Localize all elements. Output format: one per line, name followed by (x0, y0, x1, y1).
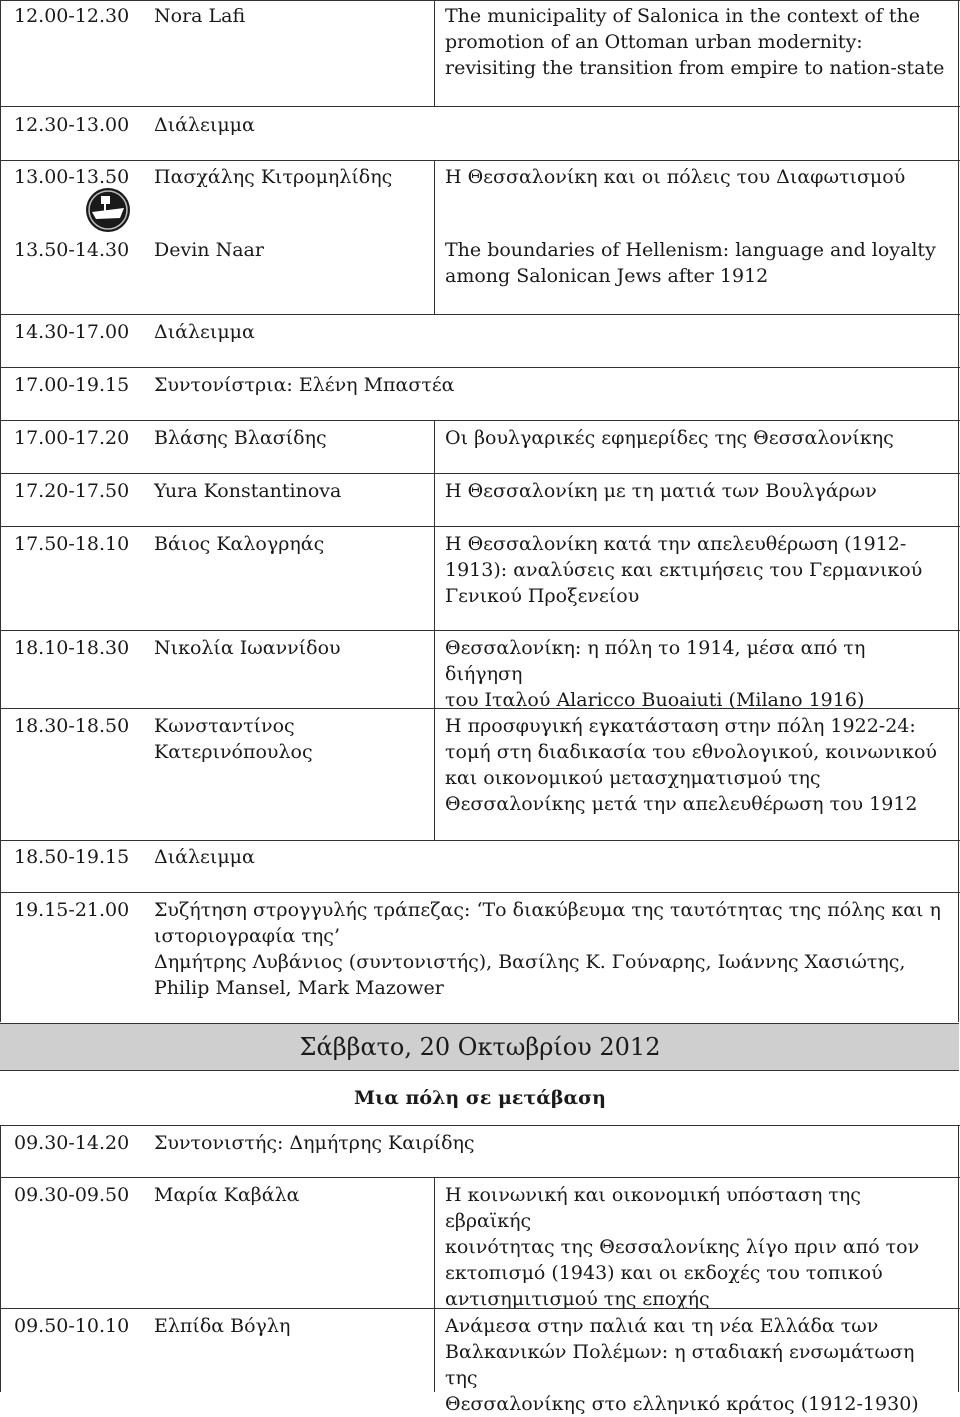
break-label: Διάλειμμα (154, 114, 255, 136)
break-label: Διάλειμμα (154, 321, 255, 343)
session-chair: Συντονιστής: Δημήτρης Καιρίδης (154, 1132, 475, 1154)
talk-title: Η Θεσσαλονίκη κατά την απελευθέρωση (1912- 1913): αναλύσεις και εκτιμήσεις του Γερμανικού Γενικού Προξενείου (445, 533, 923, 607)
table-row (0, 526, 960, 630)
time-slot: 12.00-12.30 (14, 5, 130, 27)
speaker-name: Πασχάλης Κιτρομηλίδης (154, 166, 393, 188)
time-slot: 09.30-09.50 (14, 1184, 130, 1206)
talk-title: Η προσφυγική εγκατάσταση στην πόλη 1922-24: τομή στη διαδικασία του εθνολογικού, κοινωνικού και οικονομικού μετασχηματισμού της Θεσσαλονίκης μετά την απελευθέρωση του 1912 (445, 715, 937, 815)
time-slot: 17.20-17.50 (14, 480, 130, 502)
session-subtitle: Μια πόλη σε μετάβαση (354, 1087, 606, 1109)
speaker-name: Βάιος Καλογρηάς (154, 533, 325, 555)
time-slot: 18.50-19.15 (14, 846, 130, 868)
speaker-name: Νικολία Ιωαννίδου (154, 637, 341, 659)
speaker-name: Yura Konstantinova (154, 480, 342, 502)
day-title: Σάββατο, 20 Οκτωβρίου 2012 (299, 1033, 661, 1061)
time-slot: 17.00-17.20 (14, 427, 130, 449)
talk-title: The municipality of Salonica in the context of the promotion of an Ottoman urban modernity: revisiting the transition from empire to nation-state (445, 5, 945, 79)
time-slot: 17.00-19.15 (14, 374, 130, 396)
table-row (0, 160, 960, 234)
speaker-name: Μαρία Καβάλα (154, 1184, 300, 1206)
time-slot: 09.50-10.10 (14, 1315, 130, 1337)
speaker-name: Κωνσταντίνος Κατερινόπουλος (154, 715, 313, 763)
talk-title: Ανάμεσα στην παλιά και τη νέα Ελλάδα των Βαλκανικών Πολέμων: η σταδιακή ενσωμάτωση της Θεσσαλονίκης στο ελληνικό κράτος (1912-1930) (445, 1315, 919, 1415)
table-row (0, 234, 960, 314)
time-slot: 12.30-13.00 (14, 114, 130, 136)
ship-icon (83, 187, 133, 233)
talk-title: Η κοινωνική και οικονομική υπόσταση της εβραϊκής κοινότητας της Θεσσαλονίκης λίγο πριν από τον εκτοπισμό (1943) και οι εκδοχές του τοπικού αντισημιτισμού της εποχής (445, 1184, 920, 1310)
table-row (0, 420, 960, 473)
table-row (0, 630, 960, 711)
table-row (0, 314, 960, 367)
time-slot: 13.00-13.50 (14, 166, 130, 188)
table-row (0, 1177, 960, 1308)
table-row (0, 106, 960, 160)
talk-title: Η Θεσσαλονίκη με τη ματιά των Βουλγάρων (445, 480, 877, 502)
time-slot: 18.30-18.50 (14, 715, 130, 737)
round-table-description: Συζήτηση στρογγυλής τράπεζας: ‘Το διακύβευμα της ταυτότητας της πόλης και η ιστοριογραφία της’ Δημήτρης Λυβάνιος (συντονιστής), Βασίλης Κ. Γούναρης, Ιωάννης Χασιώτης, Philip Mansel, Mark Mazower (154, 899, 941, 999)
break-label: Διάλειμμα (154, 846, 255, 868)
time-slot: 14.30-17.00 (14, 321, 130, 343)
time-slot: 19.15-21.00 (14, 899, 130, 921)
speaker-name: Βλάσης Βλασίδης (154, 427, 327, 449)
talk-title: Η Θεσσαλονίκη και οι πόλεις του Διαφωτισμού (445, 166, 906, 188)
table-row (0, 1125, 960, 1177)
speaker-name: Nora Lafi (154, 5, 246, 27)
table-row (0, 0, 960, 106)
session-chair: Συντονίστρια: Ελένη Μπαστέα (154, 374, 455, 396)
table-row (0, 1308, 960, 1415)
talk-title: Θεσσαλονίκη: η πόλη το 1914, μέσα από τη διήγηση του Ιταλού Alaricco Buoaiuti (Milano 1916) (445, 637, 866, 711)
speaker-name: Ελπίδα Βόγλη (154, 1315, 291, 1337)
table-row (0, 840, 960, 892)
table-row (0, 892, 960, 1023)
time-slot: 18.10-18.30 (14, 637, 130, 659)
table-row (0, 708, 960, 840)
table-row (0, 473, 960, 526)
speaker-name: Devin Naar (154, 239, 264, 261)
table-row (0, 367, 960, 420)
talk-title: Οι βουλγαρικές εφημερίδες της Θεσσαλονίκης (445, 427, 894, 449)
time-slot: 17.50-18.10 (14, 533, 130, 555)
talk-title: The boundaries of Hellenism: language and loyalty among Salonican Jews after 1912 (445, 239, 936, 287)
time-slot: 13.50-14.30 (14, 239, 130, 261)
time-slot: 09.30-14.20 (14, 1132, 130, 1154)
